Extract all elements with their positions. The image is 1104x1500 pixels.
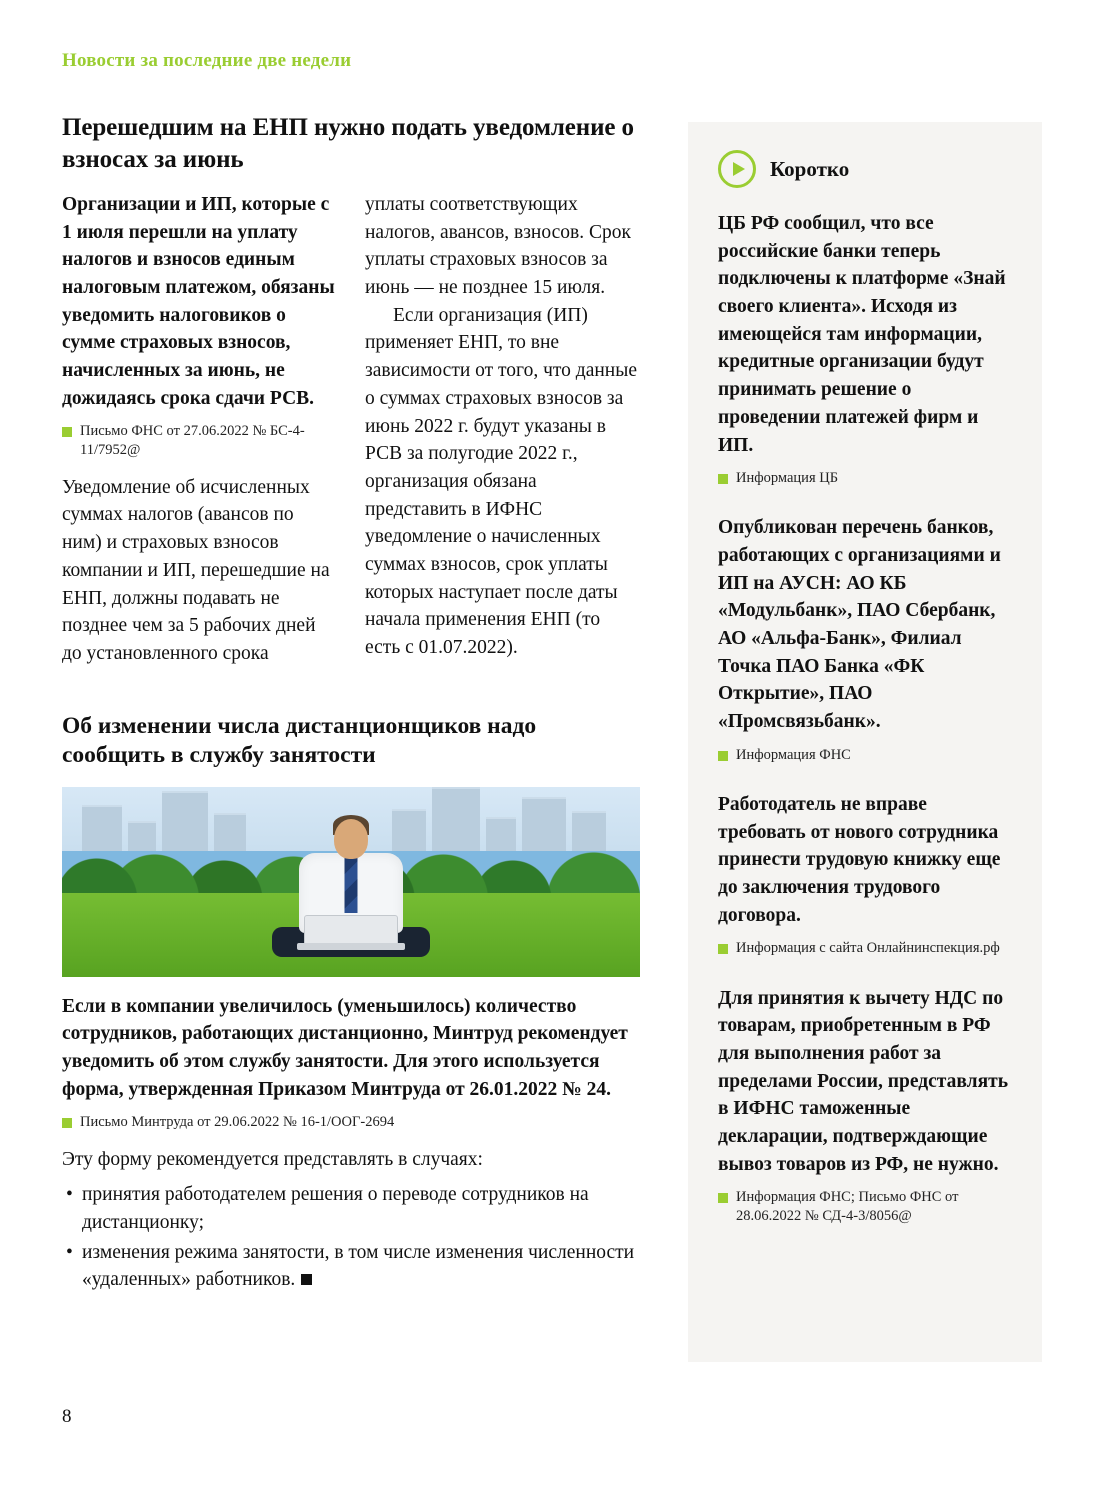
sidebar-note-source [718, 746, 1012, 765]
article-2-headline: Об изменении числа дистанционщиков надо сообщить в службу занятости [62, 712, 537, 769]
sidebar-header [718, 150, 1012, 188]
sidebar-note-source [718, 1188, 1012, 1226]
article-1-columns [62, 191, 640, 668]
article-2-bullets [62, 1181, 640, 1294]
article-1-column-right [365, 191, 640, 668]
article-2-photo [62, 787, 640, 977]
article-1-lead: Организации и ИП, которые с 1 июля перешли на уплату налогов и взносов единым налоговым платежом, обязаны уведомить налоговиков о сумме страховых взносов, начисленных за июнь, не дожидаясь срока сдачи РСВ. [62, 194, 335, 409]
photo-person-tie [345, 857, 358, 913]
article-2-source [62, 1113, 640, 1132]
photo-person-head [334, 819, 368, 859]
square-bullet-icon [62, 427, 72, 437]
source-text: Письмо ФНС от 27.06.2022 № БС-4-11/7952@ [80, 422, 305, 458]
article-1-paragraph-1: Уведомление об исчисленных суммах налогов (авансов по ним) и страховых взносов компании и ИП, перешедшие на ЕНП, должны подавать не позднее чем за 5 рабочих дней до установленного срока [62, 476, 330, 664]
article-2 [62, 712, 640, 1295]
article-1-headline: Перешедшим на ЕНП нужно подать уведомление о взносах за июнь [62, 114, 634, 173]
article-1 [62, 112, 640, 668]
sidebar-note [718, 791, 1012, 959]
article-1-column-left [62, 191, 337, 668]
sidebar-note-text: Опубликован перечень банков, работающих с организациями и ИП на АУСН: АО КБ «Модульбанк», ПАО Сбербанк, АО «Альфа-Банк», Филиал Точка ПАО Банка «ФК Открытие», ПАО «Промсвязьбанк». [718, 517, 1001, 733]
sidebar-title: Коротко [770, 156, 850, 181]
article-1-paragraph-2: уплаты соответствующих налогов, авансов, взносов. Срок уплаты страховых взносов за июнь — не позднее 15 июля. [365, 194, 631, 299]
sidebar-note [718, 985, 1012, 1227]
list-item [62, 1239, 640, 1294]
article-2-lead: Если в компании увеличилось (уменьшилось) количество сотрудников, работающих дистанционно, Минтруд рекомендует уведомить об этом службу занятости. Для этого используется форма, утвержденная Приказом Минтруда от 26.01.2022 № 24. [62, 995, 628, 1100]
sidebar-short-news [688, 122, 1042, 1362]
sidebar-note-text: Для принятия к вычету НДС по товарам, приобретенным в РФ для выполнения работ за пределами России, представлять в ИФНС таможенные декларации, подтверждающие вывоз товаров из РФ, не нужно. [718, 987, 1009, 1175]
source-text: Информация ЦБ [736, 470, 839, 487]
page-number: 8 [62, 1406, 72, 1427]
sidebar-note-text: ЦБ РФ сообщил, что все российские банки теперь подключены к платформе «Знай своего клиента». Исходя из имеющейся там информации, кредитные организации будут принимать решение о проведении платежей фирм и ИП. [718, 213, 1006, 456]
source-text: Письмо Минтруда от 29.06.2022 № 16-1/ООГ-2694 [80, 1113, 395, 1130]
end-mark-icon [301, 1274, 312, 1285]
article-2-intro: Эту форму рекомендуется представлять в случаях: [62, 1148, 483, 1170]
play-circle-icon [718, 150, 756, 188]
sidebar-note-source [718, 939, 1012, 958]
square-bullet-icon [62, 1118, 72, 1128]
play-triangle-icon [733, 162, 745, 176]
list-item-text: изменения режима занятости, в том числе изменения численности «удаленных» работников. [82, 1241, 635, 1291]
main-content [62, 112, 640, 1296]
source-text: Информация с сайта Онлайнинспекция.рф [736, 940, 1000, 957]
article-1-source-1 [62, 422, 337, 460]
sidebar-note [718, 514, 1012, 765]
sidebar-note-text: Работодатель не вправе требовать от нового сотрудника принести трудовую книжку еще до заключения трудового договора. [718, 793, 1001, 926]
square-bullet-icon [718, 944, 728, 954]
sidebar-note-source [718, 469, 1012, 488]
square-bullet-icon [718, 751, 728, 761]
article-1-paragraph-3: Если организация (ИП) применяет ЕНП, то вне зависимости от того, что данные о суммах страховых взносов за июнь 2022 г. будут указаны в РСВ за полугодие 2022 г., организация обязана представить в ИФНС уведомление о начисленных суммах взносов, срок уплаты которых наступает после даты начала применения ЕНП (то есть с 01.07.2022). [365, 304, 637, 658]
list-item: • принятия работодателем решения о переводе сотрудников на дистанционку; [62, 1181, 640, 1236]
square-bullet-icon [718, 1193, 728, 1203]
square-bullet-icon [718, 474, 728, 484]
photo-laptop-base [297, 943, 405, 950]
page-kicker: Новости за последние две недели [62, 50, 352, 71]
source-text: Информация ФНС [736, 746, 851, 763]
source-text: Информация ФНС; Письмо ФНС от 28.06.2022 № СД-4-3/8056@ [736, 1189, 959, 1225]
sidebar-note [718, 210, 1012, 488]
